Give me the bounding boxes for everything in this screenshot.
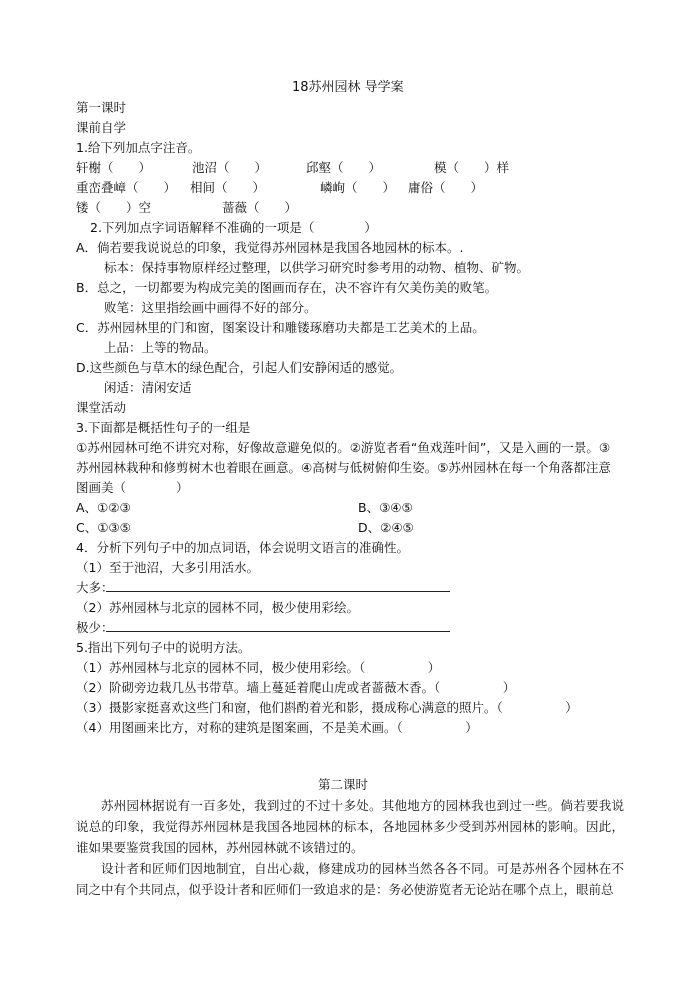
q4-sentence-2: （2）苏州园林与北京的园林不同，极少使用彩绘。: [76, 600, 359, 615]
q1-prompt: 1.给下列加点字注音。: [76, 140, 201, 155]
page-title: 18苏州园林 导学案: [292, 80, 404, 95]
q4-answer-line-1[interactable]: [106, 591, 450, 592]
section-pre-study: 课前自学: [76, 120, 127, 135]
lesson2-heading: 第二课时: [318, 777, 369, 792]
q2-note-d: 闲适：清闲安适: [104, 380, 192, 395]
q2-note-a: 标本：保持事物原样经过整理，以供学习研究时参考用的动物、植物、矿物。: [104, 260, 530, 275]
lesson2-paragraph-2: 设计者和匠师们因地制宜，自出心裁，修建成功的园林当然各各不同。可是苏州各个园林在不同之中有个共同点，似乎设计者和匠师们一致追求的是：务必使游览者无论站在哪个点上，眼前总: [76, 861, 624, 897]
q5-sentence-4: （4）用图画来比方，对称的建筑是图案画，不是美术画。（ ）: [76, 720, 478, 735]
q1-item: 相间（ ）: [190, 180, 266, 195]
q5-sentence-2: （2）阶砌旁边栽几丛书带草。墙上蔓延着爬山虎或者蔷薇木香。（ ）: [76, 680, 516, 695]
q3-option-d: D、②④⑤: [358, 520, 414, 535]
q2-option-d: D.这些颜色与草木的绿色配合，引起人们安静闲适的感觉。: [76, 360, 403, 375]
q4-answer-line-2[interactable]: [106, 631, 450, 632]
lesson1-heading: 第一课时: [76, 100, 127, 115]
q5-prompt: 5.指出下列句子中的说明方法。: [76, 640, 251, 655]
q3-option-c: C、①③⑤: [76, 520, 131, 535]
q4-sentence-1: （1）至于池沼，大多引用活水。: [76, 560, 259, 575]
q3-text-line: ①苏州园林可绝不讲究对称，好像故意避免似的。②游览者看“鱼戏莲叶间”，又是入画的一景。③: [76, 440, 611, 455]
lesson2-paragraph-1: 苏州园林据说有一百多处，我到过的不过十多处。其他地方的园林我也到过一些。倘若要我说说总的印象，我觉得苏州园林是我国各地园林的标本，各地园林多少受到苏州园林的影响。因此，谁如果要鉴赏我国的园林，苏州园林就不该错过的。: [76, 798, 624, 855]
q1-item: 池沼（ ）: [192, 160, 268, 175]
q3-option-a: A、①②③: [76, 500, 131, 515]
q3-text-line: 图画美（ ）: [76, 480, 189, 495]
q1-item: 模（ ）样: [434, 160, 510, 175]
q4-prompt: 4．分析下列句子中的加点词语，体会说明文语言的准确性。: [76, 540, 409, 555]
q2-option-b: B．总之，一切都要为构成完美的图画而存在，决不容许有欠美伤美的败笔。: [76, 280, 498, 295]
q4-answer-label-1: 大多：: [76, 580, 114, 595]
q2-note-b: 败笔：这里指绘画中画得不好的部分。: [104, 300, 317, 315]
section-class-activity: 课堂活动: [76, 400, 127, 415]
q1-item: 邱壑（ ）: [306, 160, 382, 175]
q3-option-b: B、③④⑤: [358, 500, 413, 515]
q5-sentence-3: （3）摄影家挺喜欢这些门和窗，他们斟酌着光和影，摄成称心满意的照片。（ ）: [76, 700, 578, 715]
q4-answer-label-2: 极少：: [76, 620, 114, 635]
q1-item: 轩榭（ ）: [76, 160, 152, 175]
q2-note-c: 上品：上等的物品。: [104, 340, 217, 355]
q1-item: 庸俗（ ）: [408, 180, 484, 195]
q3-prompt: 3.下面都是概括性句子的一组是: [76, 420, 251, 435]
q2-option-c: C．苏州园林里的门和窗，图案设计和雕镂琢磨功夫都是工艺美术的上品。: [76, 320, 485, 335]
q3-text-line: 苏州园林栽种和修剪树木也着眼在画意。④高树与低树俯仰生姿。⑤苏州园林在每一个角落都注意: [76, 460, 611, 475]
q1-item: 镂（ ）空: [76, 200, 152, 215]
q1-item: 嶙峋（ ）: [320, 180, 396, 195]
q2-option-a: A．倘若要我说说总的印象，我觉得苏州园林是我国各地园林的标本。.: [76, 240, 464, 255]
q5-sentence-1: （1）苏州园林与北京的园林不同，极少使用彩绘。（ ）: [76, 660, 441, 675]
q2-prompt: 2.下列加点字词语解释不准确的一项是（ ）: [90, 220, 377, 235]
q1-item: 重峦叠嶂（ ）: [76, 180, 177, 195]
q1-item: 蔷薇（ ）: [222, 200, 298, 215]
